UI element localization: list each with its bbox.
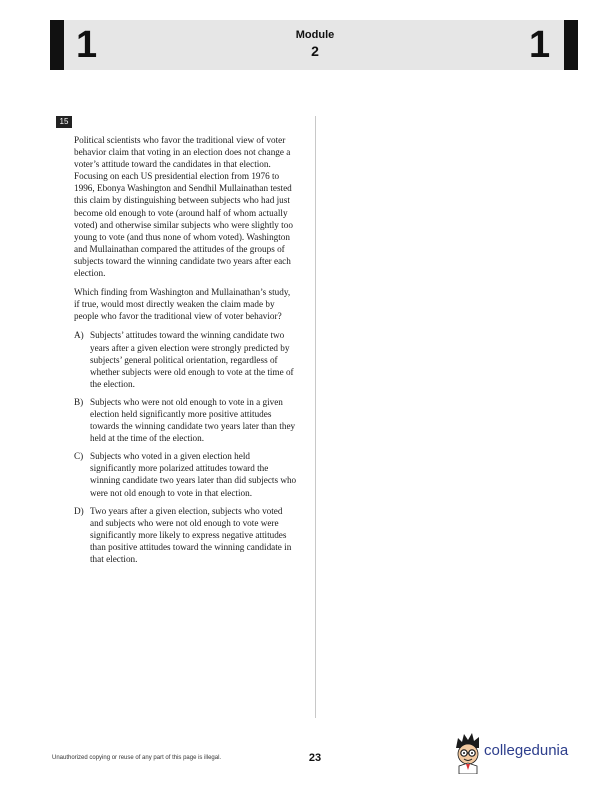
question-passage: Political scientists who favor the traditional view of voter behavior claim that voting in an election does not change a voter’s attitude toward the candidates in that election. Focusing on each US presidential election from 1976 to 1996, Ebonya Washington and Sendhil Mullainathan tested this claim by distinguishing between subjects who had just become old enough to vote (around half of whom actually voted) and otherwise similar subjects who were slightly too young to vote (and thus none of whom voted). Washington and Mullainathan compared the attitudes of the groups of subjects toward the winning candidate two years after each election. — [74, 135, 293, 279]
section-marker-left — [50, 20, 64, 70]
choice-letter: A) — [74, 330, 84, 341]
choice-text: Subjects who were not old enough to vote in a given election held significantly more positive attitudes towards the winning candidate two years later than they held at the time of the election. — [90, 396, 296, 444]
choice-text: Two years after a given election, subjects who voted and subjects who were not old enough to vote were significantly more likely to express negative attitudes than positive attitudes toward the winning candidate in that election. — [90, 505, 292, 564]
page-number: 23 — [308, 752, 322, 764]
logo-wordmark: collegedunia — [484, 742, 569, 759]
column-divider — [315, 116, 316, 718]
answer-choice-b[interactable] — [74, 396, 298, 444]
section-number-right: 1 — [529, 24, 551, 66]
copyright-notice: Unauthorized copying or reuse of any part of this page is illegal. — [52, 755, 222, 761]
question-block — [74, 134, 298, 571]
choice-text: Subjects who voted in a given election held significantly more polarized attitudes toward the winning candidate two years later than did subjects who were not old enough to vote in that election. — [90, 451, 297, 498]
question-prompt: Which finding from Washington and Mullainathan’s study, if true, would most directly weaken the claim made by people who favor the traditional view of voter behavior? — [74, 287, 291, 322]
choice-letter: D) — [74, 505, 84, 516]
module-indicator — [276, 29, 354, 60]
mascot-icon — [452, 730, 484, 774]
section-number-left: 1 — [76, 24, 98, 66]
answer-choice-d[interactable] — [74, 505, 298, 565]
module-number: 2 — [311, 43, 319, 59]
answer-choice-a[interactable] — [74, 329, 298, 389]
answer-choice-c[interactable] — [74, 450, 298, 498]
choice-letter: B) — [74, 396, 84, 407]
choice-text: Subjects’ attitudes toward the winning candidate two years after a given election were strongly predicted by subjects’ general political orientation, regardless of whether subjects were old enough to vote at the time of the election. — [90, 330, 294, 389]
section-marker-right — [564, 20, 578, 70]
question-number: 15 — [56, 116, 72, 128]
choice-letter: C) — [74, 451, 84, 462]
module-label: Module — [295, 29, 335, 41]
collegedunia-logo[interactable] — [452, 730, 592, 776]
